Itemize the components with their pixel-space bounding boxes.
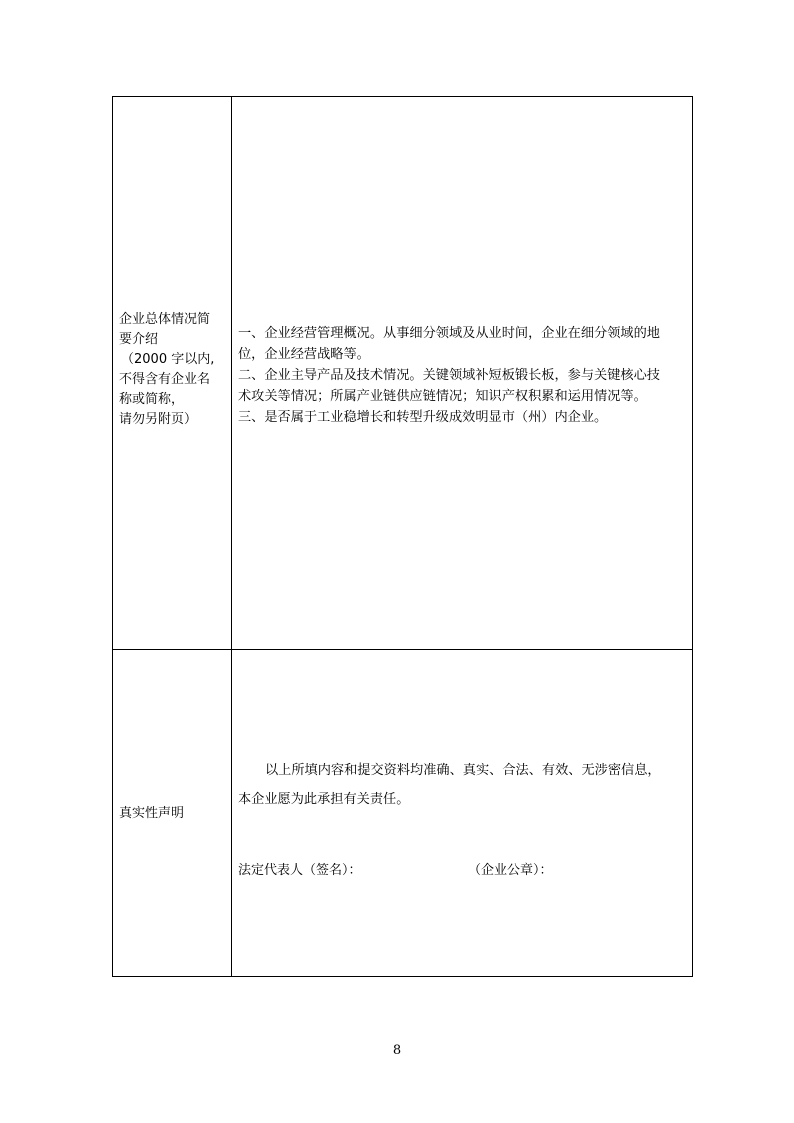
company-seal-field[interactable]: （企业公章）： (468, 863, 553, 878)
intro-content-line: 二、企业主导产品及技术情况。关键领域补短板锻长板，参与关键核心技 (238, 368, 660, 383)
intro-content-line: 位，企业经营战略等。 (238, 347, 370, 362)
intro-label-line: 请勿另附页） (119, 412, 198, 427)
intro-label-line: 不得含有企业名 (119, 372, 211, 387)
column-divider (231, 97, 232, 976)
intro-content-line: 一、企业经营管理概况。从事细分领域及从业时间，企业在细分领域的地 (238, 326, 660, 341)
intro-content-line: 三、是否属于工业稳增长和转型升级成效明显市（州）内企业。 (238, 410, 608, 425)
page-number: 8 (392, 1043, 402, 1058)
intro-label-line: 要介绍 (119, 332, 159, 347)
truthfulness-statement (238, 756, 661, 814)
intro-label-line: （2000 字以内, (121, 352, 215, 367)
intro-label-cell (119, 310, 214, 430)
intro-content-line: 术攻关等情况；所属产业链供应链情况；知识产权积累和运用情况等。 (238, 389, 647, 404)
intro-content-cell[interactable] (238, 323, 660, 428)
statement-line: 以上所填内容和提交资料均准确、真实、合法、有效、无涉密信息， (265, 763, 661, 778)
truthfulness-label: 真实性声明 (119, 806, 185, 821)
row-divider (113, 649, 692, 650)
application-form-table (112, 96, 693, 977)
intro-label-line: 称或简称， (119, 392, 185, 407)
intro-label-line: 企业总体情况简 (119, 312, 211, 327)
truthfulness-label-cell (119, 804, 184, 824)
statement-line: 本企业愿为此承担有关责任。 (238, 792, 410, 807)
legal-representative-signature-field[interactable]: 法定代表人（签名）： (238, 863, 362, 878)
